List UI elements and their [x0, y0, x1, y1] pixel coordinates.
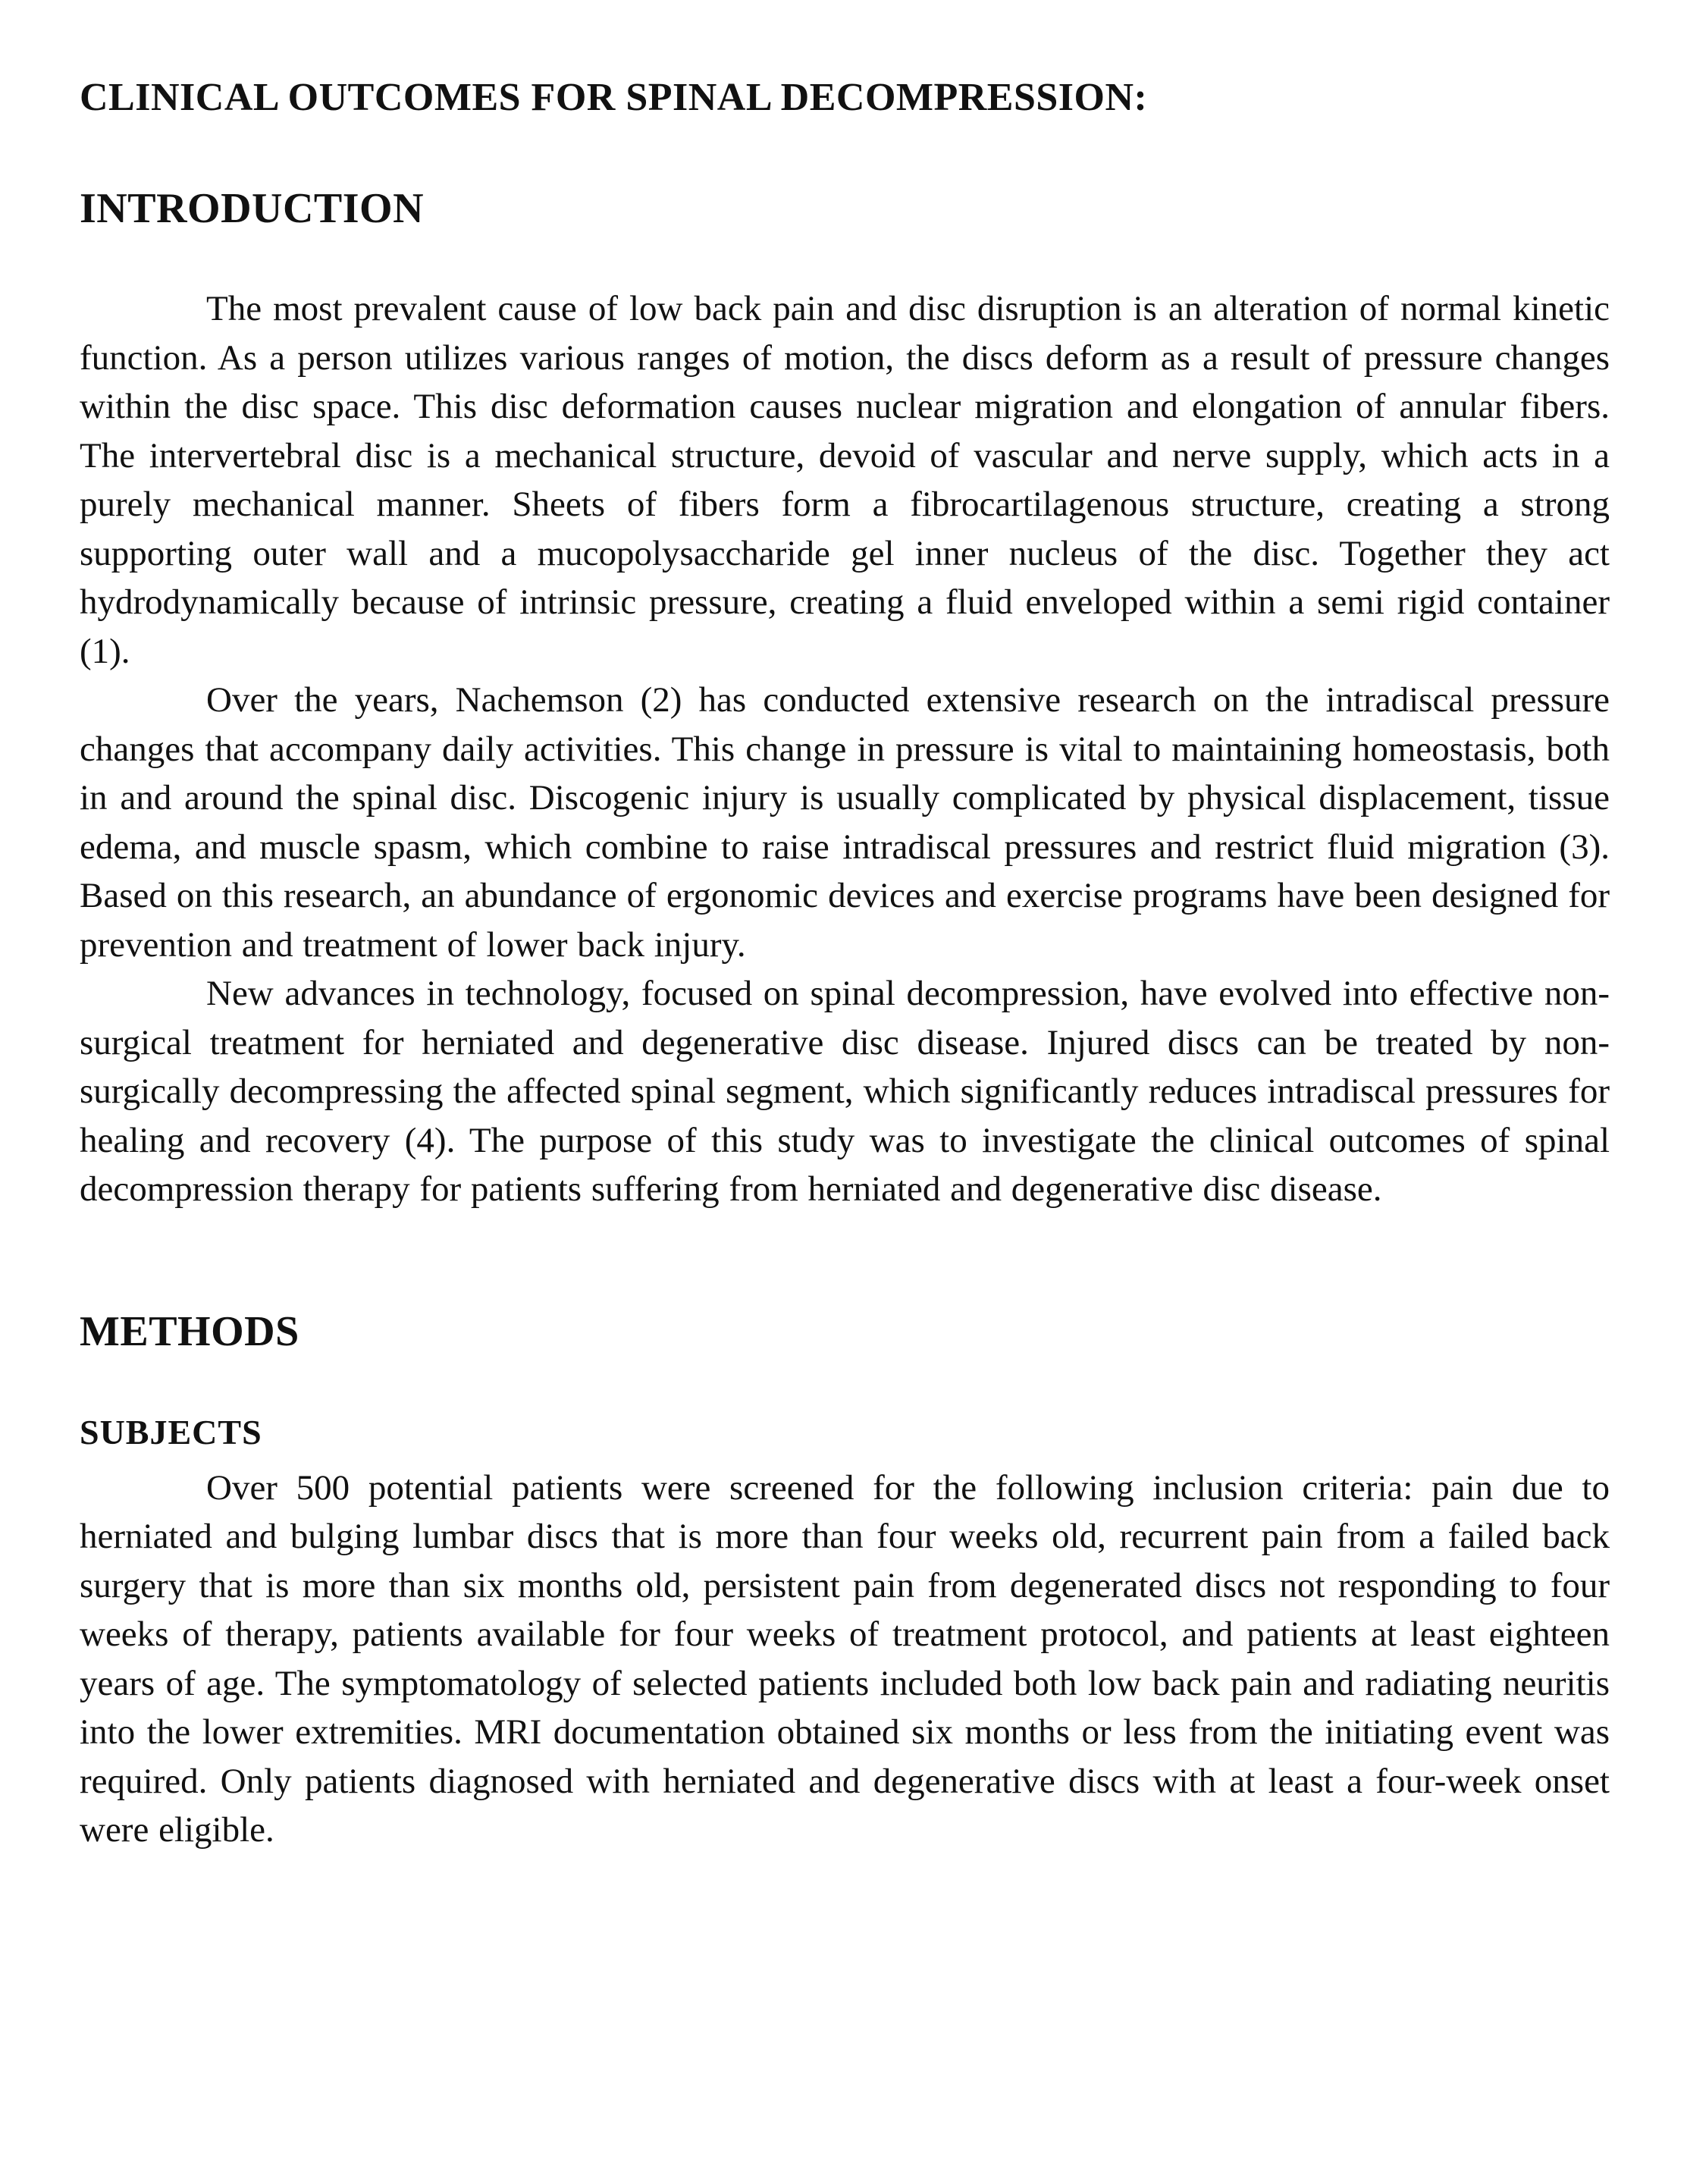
- introduction-paragraph-3: New advances in technology, focused on spinal decompression, have evolved into effective non-surgical treatment for herniated and degenerative disc disease. Injured discs can be treated by non-surgically decompressing the affected spinal segment, which significantly reduces intradiscal pressures for healing and recovery (4). The purpose of this study was to investigate the clinical outcomes of spinal decompression therapy for patients suffering from herniated and degenerative disc disease.: [80, 974, 1610, 1209]
- introduction-heading-block: [80, 186, 1610, 284]
- methods-body: [80, 1464, 1610, 1855]
- subjects-heading-block: [80, 1414, 1610, 1464]
- introduction-heading: INTRODUCTION: [80, 185, 425, 232]
- methods-heading-block: [80, 1309, 1610, 1414]
- document-page: [80, 76, 1610, 1855]
- introduction-body: [80, 284, 1610, 1214]
- title-block: [80, 76, 1610, 186]
- subjects-subheading: SUBJECTS: [80, 1412, 262, 1451]
- methods-heading: METHODS: [80, 1307, 299, 1355]
- introduction-paragraph-1: The most prevalent cause of low back pain and disc disruption is an alteration of normal kinetic function. As a person utilizes various ranges of motion, the discs deform as a result of pressure changes within the disc space. This disc deformation causes nuclear migration and elongation of annular fibers. The intervertebral disc is a mechanical structure, devoid of vascular and nerve supply, which acts in a purely mechanical manner. Sheets of fibers form a fibrocartilagenous structure, creating a strong supporting outer wall and a mucopolysaccharide gel inner nucleus of the disc. Together they act hydrodynamically because of intrinsic pressure, creating a fluid enveloped within a semi rigid container (1).: [80, 289, 1610, 671]
- section-spacer: [80, 1214, 1610, 1309]
- subjects-paragraph-1: Over 500 potential patients were screened for the following inclusion criteria: pain due to herniated and bulging lumbar discs that is more than four weeks old, recurrent pain from a failed back surgery that is more than six months old, persistent pain from degenerated discs not responding to four weeks of therapy, patients available for four weeks of treatment protocol, and patients at least eighteen years of age. The symptomatology of selected patients included both low back pain and radiating neuritis into the lower extremities. MRI documentation obtained six months or less from the initiating event was required. Only patients diagnosed with herniated and degenerative discs with at least a four-week onset were eligible.: [80, 1467, 1610, 1850]
- introduction-paragraph-2: Over the years, Nachemson (2) has conducted extensive research on the intradiscal pressure changes that accompany daily activities. This change in pressure is vital to maintaining homeostasis, both in and around the spinal disc. Discogenic injury is usually complicated by physical displacement, tissue edema, and muscle spasm, which combine to raise intradiscal pressures and restrict fluid migration (3). Based on this research, an abundance of ergonomic devices and exercise programs have been designed for prevention and treatment of lower back injury.: [80, 680, 1610, 965]
- document-title: CLINICAL OUTCOMES FOR SPINAL DECOMPRESSION:: [80, 76, 1148, 119]
